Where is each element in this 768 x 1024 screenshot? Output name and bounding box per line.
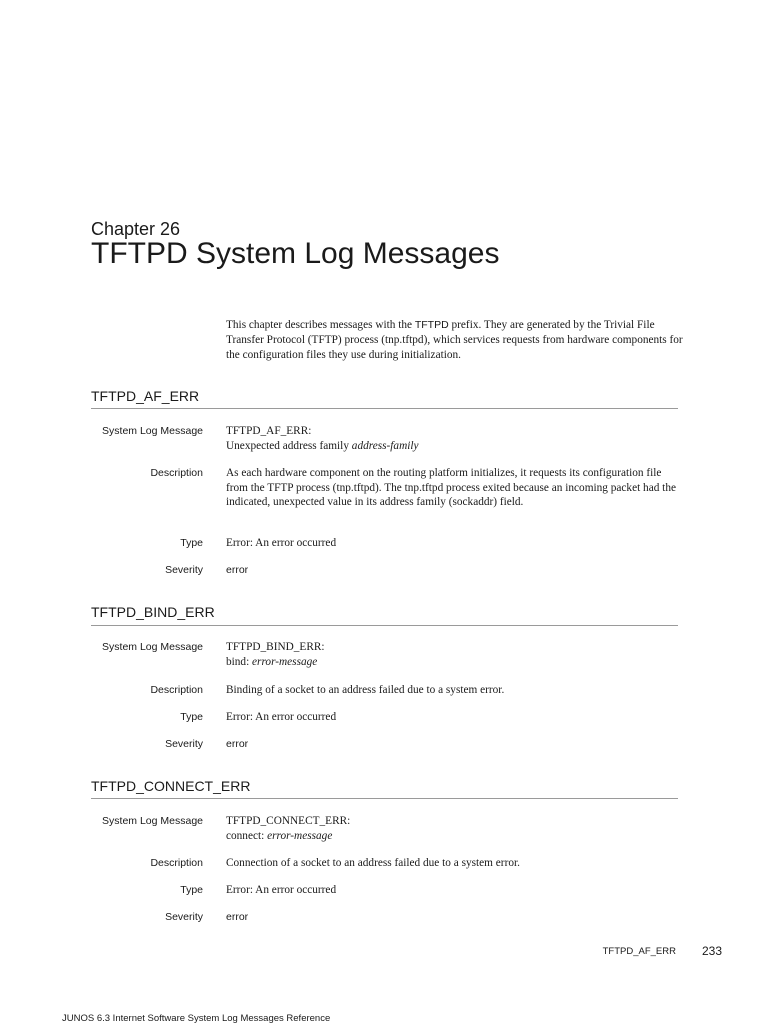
description-label: Description: [150, 467, 203, 479]
message-variable: error-message: [252, 655, 318, 668]
message-value: [226, 814, 681, 843]
message-variable: address-family: [351, 439, 419, 452]
description-value: Connection of a socket to an address failed due to a system error.: [226, 857, 520, 869]
description-value: As each hardware component on the routing platform initializes, it requests its configuration file from the TFTP process (tnp.tftpd). The tnp.tftpd process exited because an incoming packet had the indicated, unexpected value in its address family (sockaddr) field.: [226, 467, 676, 509]
severity-value: error: [226, 738, 249, 750]
description-label: Description: [150, 684, 203, 696]
message-label: System Log Message: [102, 425, 203, 437]
message-text: connect:: [226, 829, 268, 842]
message-id: TFTPD_BIND_ERR:: [226, 641, 325, 653]
message-label: System Log Message: [102, 641, 203, 653]
type-value: Error: An error occurred: [226, 711, 337, 723]
message-id: TFTPD_AF_ERR:: [226, 425, 312, 437]
message-value: [226, 424, 681, 453]
type-label: Type: [180, 711, 203, 723]
type-value: Error: An error occurred: [226, 537, 337, 549]
section-divider: [91, 408, 678, 409]
section-divider: [91, 798, 678, 799]
running-footer-section: TFTPD_AF_ERR: [602, 946, 676, 957]
intro-text-end: prefix. They are generated by the Trivial File Transfer Protocol (TFTP) process (tnp.tftpd), which services requests from hardware components for the configuration files they use during initialization.: [226, 319, 683, 361]
message-text: bind:: [226, 655, 253, 668]
chapter-title: TFTPD System Log Messages: [91, 237, 500, 270]
description-value: Binding of a socket to an address failed due to a system error.: [226, 684, 505, 696]
message-id: TFTPD_CONNECT_ERR:: [226, 815, 351, 827]
intro-text-start: This chapter describes messages with the: [226, 319, 415, 331]
severity-label: Severity: [165, 738, 203, 750]
severity-value: error: [226, 911, 249, 923]
entry-heading: TFTPD_AF_ERR: [91, 388, 200, 404]
message-value: [226, 640, 681, 669]
intro-prefix: TFTPD: [414, 319, 449, 331]
severity-value: error: [226, 564, 249, 576]
type-label: Type: [180, 884, 203, 896]
book-title: JUNOS 6.3 Internet Software System Log Messages Reference: [62, 1013, 331, 1024]
type-value: Error: An error occurred: [226, 884, 337, 896]
severity-label: Severity: [165, 564, 203, 576]
entry-heading: TFTPD_BIND_ERR: [91, 604, 215, 620]
type-label: Type: [180, 537, 203, 549]
message-text: Unexpected address family: [226, 439, 352, 452]
message-variable: error-message: [267, 829, 333, 842]
chapter-label: Chapter 26: [91, 219, 181, 239]
intro-paragraph: [226, 318, 688, 362]
message-label: System Log Message: [102, 815, 203, 827]
entry-heading: TFTPD_CONNECT_ERR: [91, 778, 251, 794]
description-label: Description: [150, 857, 203, 869]
section-divider: [91, 625, 678, 626]
page-number: 233: [701, 944, 722, 958]
severity-label: Severity: [165, 911, 203, 923]
